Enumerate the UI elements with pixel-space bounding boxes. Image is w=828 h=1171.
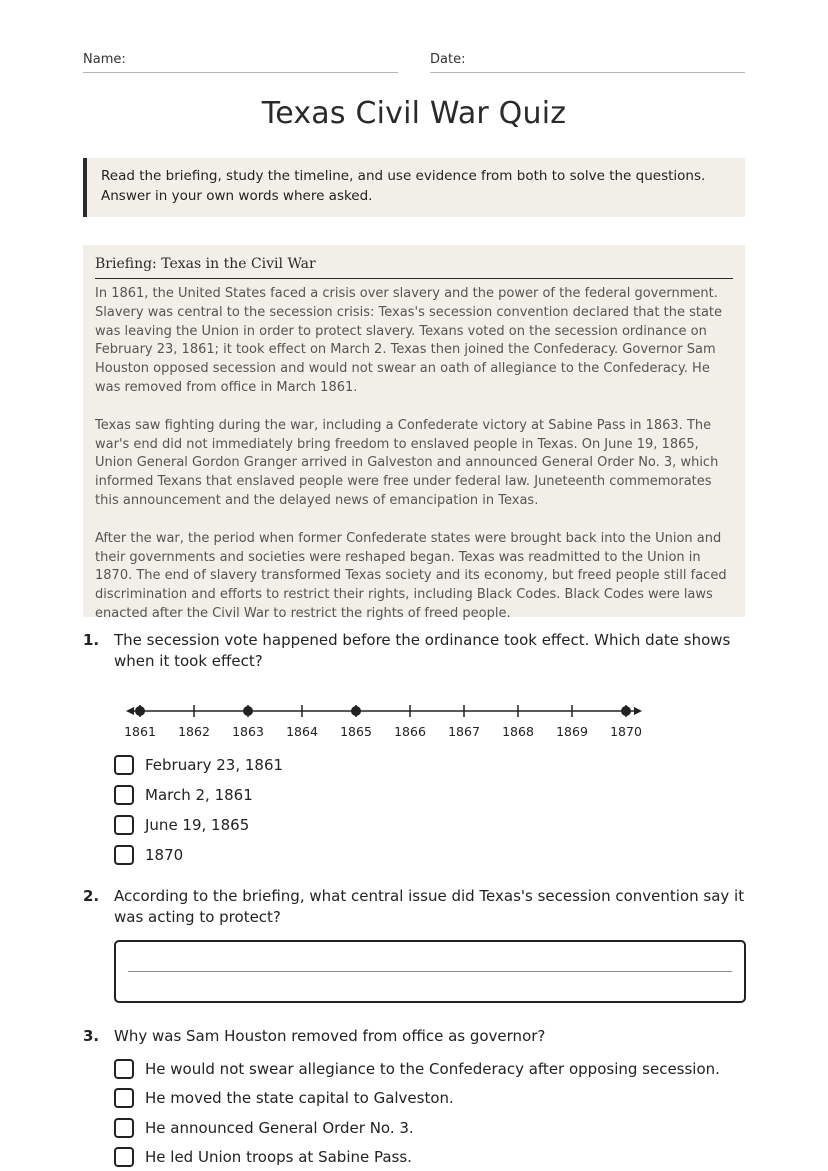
timeline-tick-label: 1864: [286, 724, 318, 739]
checkbox[interactable]: [114, 1147, 134, 1167]
answer-option[interactable]: [114, 753, 283, 777]
instructions-box: [83, 158, 745, 217]
name-label: Name:: [83, 52, 126, 67]
page-title: Texas Civil War Quiz: [261, 96, 567, 131]
date-label: Date:: [430, 52, 466, 67]
question-number: 2.: [83, 887, 100, 905]
option-label: February 23, 1861: [145, 756, 284, 774]
timeline-tick-label: 1867: [448, 724, 480, 739]
timeline-tick-label: 1870: [610, 724, 642, 739]
timeline-tick-label: 1868: [502, 724, 534, 739]
briefing-panel: [83, 245, 745, 621]
briefing-paragraph: After the war, the period when former Confederate states were brought back into the Union and their governments and societies were reshaped began. Texas was readmitted to the Union in 1870. The end of slavery transformed Texas society and its economy, but freed people still faced discrimination and efforts to restrict their rights, including Black Codes. Black Codes were laws enacted after the Civil War to restrict the rights of freed people.: [95, 530, 727, 621]
checkbox[interactable]: [114, 755, 134, 775]
checkbox[interactable]: [114, 785, 134, 805]
answer-option[interactable]: [114, 813, 249, 837]
briefing-title: Briefing: Texas in the Civil War: [95, 256, 733, 279]
answer-option[interactable]: [114, 783, 253, 807]
option-label: He announced General Order No. 3.: [145, 1119, 414, 1137]
written-answer-box[interactable]: [114, 940, 746, 1003]
briefing-paragraph: Texas saw fighting during the war, including a Confederate victory at Sabine Pass in 1863. The war's end did not immediately bring freedom to enslaved people in Texas. On June 19, 1865, Union General Gordon Granger arrived in Galveston and announced General Order No. 3, which informed Texans that enslaved people were free under federal law. Juneteenth commemorates this announcement and the delayed news of emancipation in Texas.: [95, 417, 719, 508]
question-number: 1.: [83, 631, 100, 649]
briefing-paragraph: In 1861, the United States faced a crisis over slavery and the power of the federal government. Slavery was central to the secession crisis: Texas's secession convention declared that the state was leaving the Union in order to protect slavery. Texans voted on the secession ordinance on February 23, 1861; it took effect on March 2. Texas then joined the Confederacy. Governor Sam Houston opposed secession and would not swear an oath of allegiance to the Confederacy. He was removed from office in March 1861.: [95, 286, 723, 395]
timeline-tick-label: 1862: [178, 724, 210, 739]
answer-option[interactable]: [114, 1057, 720, 1081]
timeline-point: [621, 706, 631, 716]
checkbox[interactable]: [114, 1118, 134, 1138]
option-label: He moved the state capital to Galveston.: [145, 1089, 454, 1107]
timeline-tick-label: 1861: [124, 724, 156, 739]
option-label: March 2, 1861: [145, 786, 253, 804]
timeline-tick-label: 1865: [340, 724, 372, 739]
timeline-tick-label: 1866: [394, 724, 426, 739]
instructions-text: Read the briefing, study the timeline, and use evidence from both to solve the questions. Answer in your own words where asked.: [101, 168, 706, 204]
checkbox[interactable]: [114, 845, 134, 865]
timeline: [114, 700, 674, 748]
question-text: The secession vote happened before the ordinance took effect. Which date shows when it took effect?: [114, 631, 731, 670]
timeline-tick-label: 1869: [556, 724, 588, 739]
answer-option[interactable]: [114, 1145, 412, 1169]
option-label: 1870: [145, 846, 184, 864]
checkbox[interactable]: [114, 815, 134, 835]
timeline-arrow-left: [126, 707, 134, 715]
timeline-point: [135, 706, 145, 716]
checkbox[interactable]: [114, 1088, 134, 1108]
option-label: June 19, 1865: [145, 816, 250, 834]
timeline-point: [351, 706, 361, 716]
question-number: 3.: [83, 1027, 100, 1045]
question-text: According to the briefing, what central issue did Texas's secession convention say it was acting to protect?: [114, 887, 745, 926]
date-field[interactable]: [430, 72, 745, 73]
answer-line: [128, 971, 732, 972]
timeline-point: [243, 706, 253, 716]
timeline-arrow-right: [634, 707, 642, 715]
option-label: He would not swear allegiance to the Confederacy after opposing secession.: [145, 1060, 720, 1078]
option-label: He led Union troops at Sabine Pass.: [145, 1148, 412, 1166]
question-text: Why was Sam Houston removed from office as governor?: [114, 1027, 546, 1045]
timeline-tick-label: 1863: [232, 724, 264, 739]
checkbox[interactable]: [114, 1059, 134, 1079]
answer-option[interactable]: [114, 1086, 454, 1110]
answer-option[interactable]: [114, 1116, 414, 1140]
timeline-axis: [124, 705, 642, 739]
name-field[interactable]: [83, 72, 398, 73]
answer-option[interactable]: [114, 843, 183, 867]
